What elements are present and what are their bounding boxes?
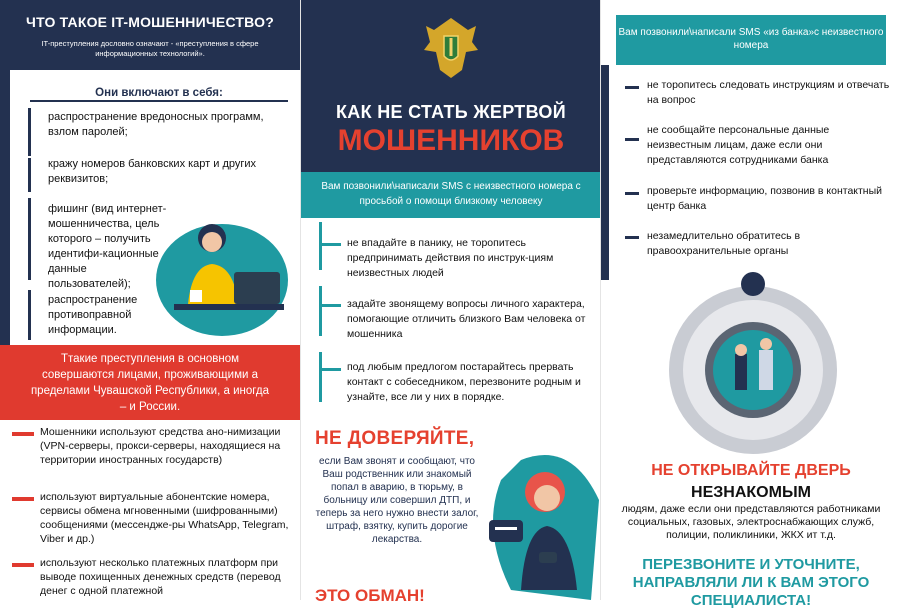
red-dash [12, 563, 34, 567]
do-not-trust-heading: НЕ ДОВЕРЯЙТЕ, [315, 428, 475, 449]
col1-subtitle: IT-преступления дословно означают - «преступления в сфере информационных технологий». [41, 39, 259, 58]
col3-bullet: проверьте информацию, позвонив в контактный центр банка [647, 185, 883, 212]
col3-side-strip [601, 65, 609, 280]
teal-bar [319, 352, 322, 402]
col1-lower-bullet: используют виртуальные абонентские номера, сервисы обмена мгновенными (шифрованными) сообщениями (мессендже-ры WhatsApp, Telegram, Viber и др.) [40, 491, 289, 545]
prosecutor-emblem-icon [414, 12, 488, 86]
col2-bullet: не впадайте в панику, не торопитесь предпринимать действия по инструк-циям неизвестных людей [347, 237, 554, 279]
bullet-bar [28, 290, 31, 340]
column-how-not-to-be-victim [300, 0, 600, 605]
col2-title-line1: КАК НЕ СТАТЬ ЖЕРТВОЙ [336, 102, 566, 122]
navy-tick [625, 236, 639, 239]
col3-bullet: не торопитесь следовать инструкциям и отвечать на вопрос [647, 79, 890, 106]
scam-story-text: если Вам звонят и сообщают, что Ваш родственник или знакомый попал в аварию, в тюрьму, в больницу или совершил ДТП, и теперь за него нужно внести залог, штраф, взятку, купить дорогие лекарства. [315, 456, 479, 545]
col3-bullet: незамедлительно обратитесь в правоохранительные органы [647, 230, 801, 257]
col2-teal-note: Вам позвонили\написали SMS с неизвестного номера с просьбой о помощи близкому человеку [301, 172, 601, 218]
col1-lower-bullet: Мошенники используют средства ано-нимизации (VPN-серверы, прокси-серверы, находящиеся на территории иностранных государств) [40, 426, 281, 466]
red-dash [12, 497, 34, 501]
col1-lower-bullet: используют несколько платежных платформ при выводе похищенных денежных средств (перевод денег с одной платежной [40, 557, 281, 597]
bullet-bar [28, 108, 31, 156]
red-dash [12, 432, 34, 436]
col1-bullet: распространение вредоносных программ, взлом паролей; [48, 111, 264, 138]
teal-bar [319, 222, 322, 270]
col2-bullet: задайте звонящему вопросы личного характера, помогающие отличить близкого Вам человека от мошенника [347, 298, 586, 340]
col2-title-line2: МОШЕННИКОВ [337, 124, 565, 157]
woman-phone-illustration [481, 440, 599, 600]
door-warning-line2: НЕЗНАКОМЫМ [691, 484, 811, 501]
col2-bullet: под любым предлогом постарайтесь прервать контакт с собеседником, перезвоните родным и узнайте, все ли у них в порядке. [347, 361, 581, 403]
teal-bar [319, 286, 322, 336]
col3-header: Вам позвонили\написали SMS «из банка»с неизвестного номера [616, 15, 886, 65]
call-back-cta: ПЕРЕЗВОНИТЕ И УТОЧНИТЕ, НАПРАВЛЯЛИ ЛИ К ВАМ ЭТОГО СПЕЦИАЛИСТА! [632, 556, 870, 609]
navy-tick [625, 192, 639, 195]
teal-tick [319, 368, 341, 371]
col2-header [301, 0, 601, 172]
col1-title: ЧТО ТАКОЕ IT-МОШЕННИЧЕСТВО? [26, 14, 274, 30]
teal-tick [319, 304, 341, 307]
column-what-is-it-fraud [0, 0, 300, 600]
column-bank-calls [600, 0, 900, 609]
include-heading: Они включают в себя: [30, 84, 288, 102]
door-warning-line1: НЕ ОТКРЫВАЙТЕ ДВЕРЬ [651, 462, 851, 479]
teal-tick [319, 243, 341, 246]
col1-red-note: Ттакие преступления в основном совершаются лицами, проживающими а пределами Чувашской Республики, а иногда – и России. [0, 345, 300, 420]
col1-bullet: фишинг (вид интернет-мошенничества, цель которого – получить идентифи-кационные данные пользователей); [48, 203, 167, 290]
col1-bullet: кражу номеров банковских карт и других реквизитов; [48, 158, 257, 185]
col1-side-strip [0, 70, 10, 345]
door-peephole-illustration [661, 262, 845, 458]
navy-tick [625, 86, 639, 89]
scam-alert: ЭТО ОБМАН! [315, 586, 425, 605]
bullet-bar [28, 158, 31, 192]
navy-tick [625, 138, 639, 141]
operator-illustration [150, 208, 290, 338]
col1-bullet: распространение противоправной информации. [48, 294, 138, 336]
door-warning-body: людям, даже если они представляются работниками социальных, газовых, электроснабжающих служб, полиции, поликлиники, ЖКХ ит т.д. [621, 503, 881, 541]
col3-bullet: не сообщайте персональные данные неизвестным лицам, даже если они представляются сотрудниками банка [647, 124, 830, 166]
bullet-bar [28, 198, 31, 280]
col1-header [0, 0, 300, 70]
